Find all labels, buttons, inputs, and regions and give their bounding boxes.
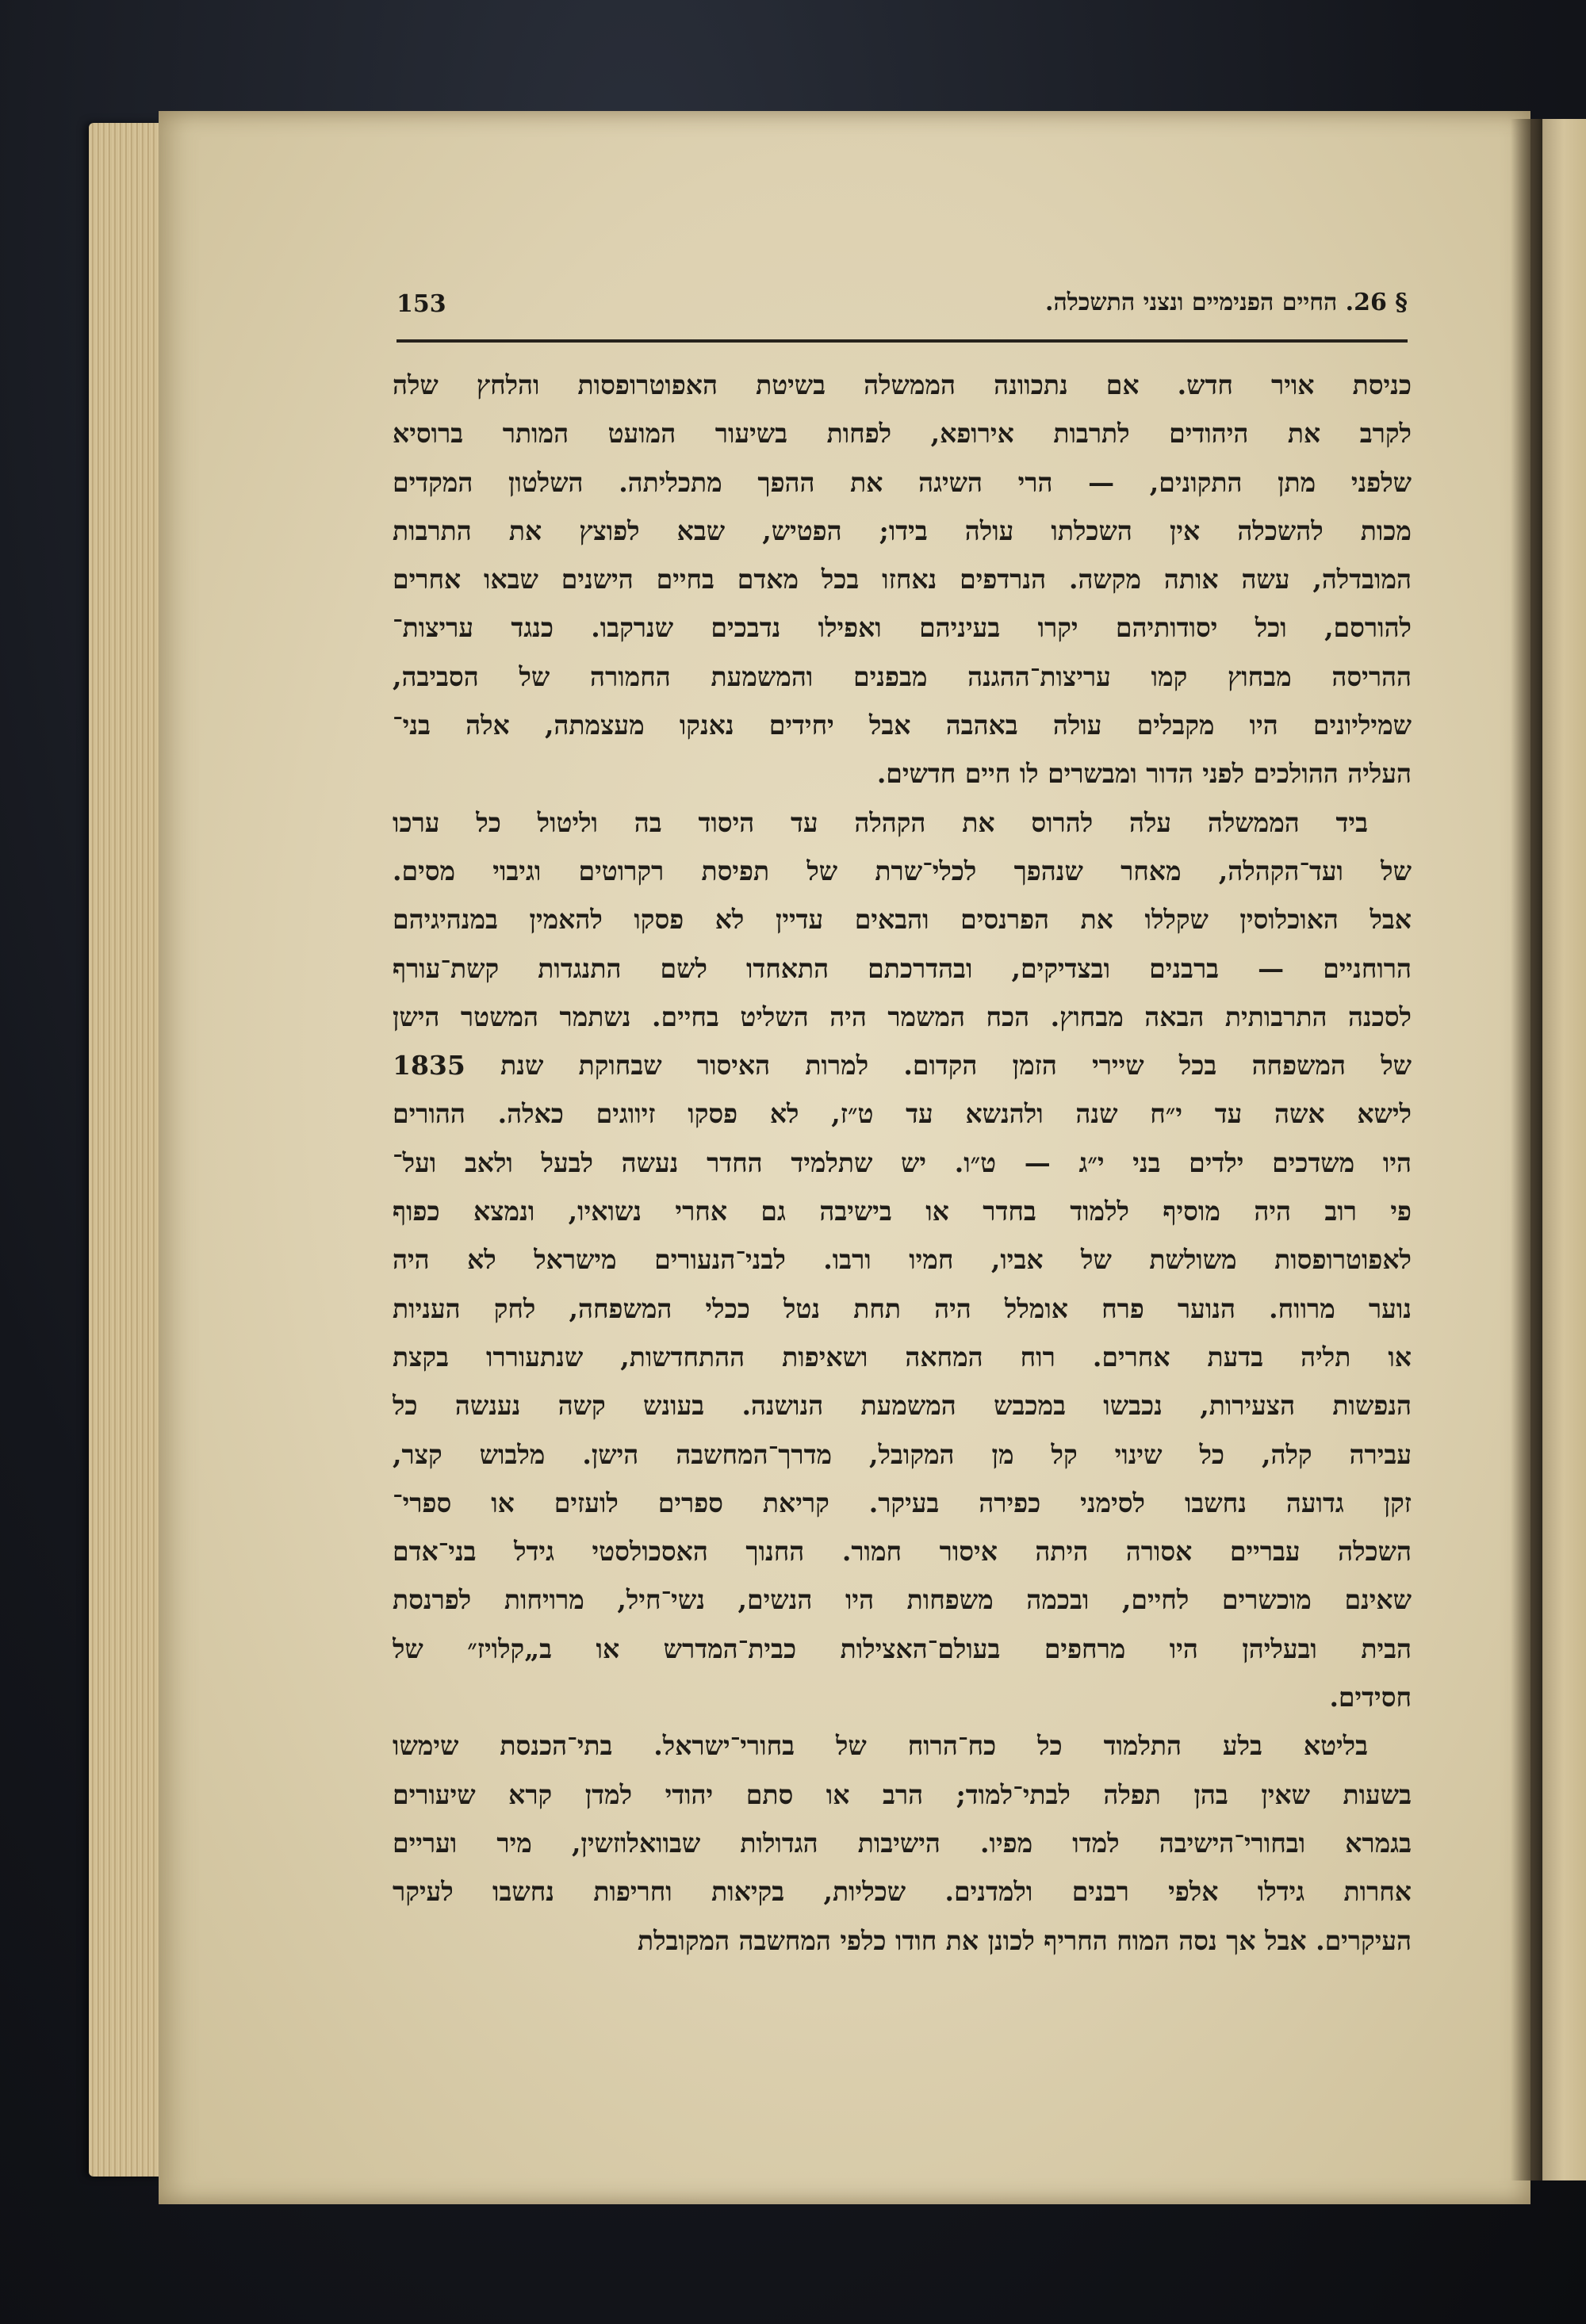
text-line: חסידים. bbox=[1329, 1682, 1412, 1713]
text-line: של המשפחה בכל שיירי הזמן הקדום. למרות האיסור שבחוקת שנת 1835 bbox=[393, 1050, 1412, 1082]
text-line: אחרות גידלו אלפי רבנים ולמדנים. שכליות, בקיאות וחריפות נחשבו לעיקר bbox=[393, 1876, 1412, 1908]
paragraph bbox=[393, 798, 1412, 1722]
text-line: הבית ובעליהן היו מרחפים בעולם־האצילות כבית־המדרש או ב„קלויז״ של bbox=[393, 1633, 1412, 1664]
page-header bbox=[396, 285, 1408, 333]
paragraph bbox=[393, 1721, 1412, 1964]
text-line: המובדלה, עשה אותה מקשה. הנרדפים נאחזו בכל מאדם בחיים הישנים שבאו אחרים bbox=[393, 564, 1412, 595]
text-line: שלפני מתן התקונים, — הרי השיגה את ההפך מתכליתה. השלטון המקדים bbox=[393, 466, 1412, 498]
text-line: לסכנה התרבותית הבאה מבחוץ. הכח המשמר היה השליט בחיים. נשתמר המשטר הישן bbox=[393, 1001, 1412, 1032]
text-line: שאינם מוכשרים לחיים, ובכמה משפחות היו הנשים, נשי־חיל, מרויחות לפרנסת bbox=[393, 1584, 1412, 1616]
text-line: השכלה עבריים אסורה היתה איסור חמור. החנוך האסכולסטי גידל בני־אדם bbox=[393, 1536, 1412, 1568]
header-rule bbox=[396, 339, 1408, 343]
text-line: העליה ההולכים לפני הדור ומבשרים לו חיים חדשים. bbox=[876, 758, 1412, 790]
text-line: ההריסה מבחוץ קמו עריצות־ההגנה מבפנים והמשמעת החמורה של הסביבה, bbox=[393, 660, 1412, 692]
text-line: לקרב את היהודים לתרבות אירופא, לפחות בשיעור המועט המותר ברוסיא bbox=[393, 418, 1412, 450]
text-line: פי רוב היה מוסיף ללמוד בחדר או בישיבה גם אחרי נשואיו, ונמצא כפוף bbox=[393, 1196, 1412, 1227]
text-line: או תליה בדעת אחרים. רוח המחאה ושאיפות ההתחדשות, שנתעוררו בקצת bbox=[393, 1341, 1412, 1373]
text-line: נוער מרווח. הנוער פרח אומלל היה תחת נטל ככלי המשפחה, לחק העניות bbox=[393, 1292, 1412, 1324]
text-line: ביד הממשלה עלה להרוס את הקהלה עד היסוד בה וליטול כל ערכו bbox=[393, 806, 1368, 838]
text-line: זקן גדועה נחשבו לסימני כפירה בעיקר. קריאת ספרים לועזים או ספרי־ bbox=[393, 1487, 1412, 1518]
running-head: § 26. החיים הפנימיים ונצני התשכלה. bbox=[1045, 289, 1408, 316]
text-line: אבל האוכלוסין שקללו את הפרנסים והבאים עדיין לא פסקו להאמין במנהיגיהם bbox=[393, 904, 1412, 936]
body-text bbox=[393, 361, 1412, 1965]
page-number: 153 bbox=[396, 290, 446, 318]
text-line: שמיליונים היו מקבלים עולה באהבה אבל יחידים נאנקו מעצמתה, אלה בני־ bbox=[393, 710, 1412, 741]
text-line: הרוחניים — ברבנים ובצדיקים, ובהדרכתם התאחדו לשם התנגדות קשת־עורף bbox=[393, 952, 1412, 984]
text-line: הנפשות הצעירות, נכבשו במכבש המשמעת הנושנה. בעונש קשה נענשה כל bbox=[393, 1390, 1412, 1422]
page-gutter bbox=[1511, 119, 1542, 2180]
text-line: היו משדכים ילדים בני י״ג — ט״ו. יש שתלמיד החדר נעשה לבעל ולאב ועל־ bbox=[393, 1147, 1412, 1178]
text-line: כניסת אויר חדש. אם נתכוונה הממשלה בשיטת האפוטרופסות והלחץ שלה bbox=[393, 369, 1412, 400]
text-line: עבירה קלה, כל שינוי קל מן המקובל, מדרך־המחשבה הישן. מלבוש קצר, bbox=[393, 1438, 1412, 1470]
text-line: העיקרים. אבל אך נסה המוח החריף לכונן את חודו כלפי המחשבה המקובלת bbox=[637, 1924, 1412, 1956]
text-line: לישא אשה עד י״ח שנה ולהנשא עד ט״ז, לא פסקו זיווגים כאלה. ההורים bbox=[393, 1098, 1412, 1130]
text-line: מכות להשכלה אין השכלתו עולה בידו; הפטיש, שבא לפוצץ את התרבות bbox=[393, 515, 1412, 546]
page-edges bbox=[89, 123, 164, 2177]
text-line: לאפוטרופסות משולשת של אביו, חמיו ורבו. לבני־הנעורים מישראל לא היה bbox=[393, 1244, 1412, 1276]
text-line: בליטא בלע התלמוד כל כח־הרוח של בחורי־ישראל. בתי־הכנסת שימשו bbox=[393, 1730, 1368, 1762]
text-line: בשעות שאין בהן תפלה לבתי־למוד; הרב או סתם יהודי למדן קרא שיעורים bbox=[393, 1778, 1412, 1810]
paragraph bbox=[393, 361, 1412, 798]
text-line: להורסם, וכל יסודותיהם יקרו בעיניהם ואפילו נדבכים שנרקבו. כנגד עריצות־ bbox=[393, 612, 1412, 644]
text-line: בגמרא ובחורי־הישיבה למדו מפיו. הישיבות הגדולות שבוואלוזשין, מיר ועריים bbox=[393, 1827, 1412, 1859]
text-line: של ועד־הקהלה, מאחר שנהפך לכלי־שרת של תפיסת רקרוטים וגיבוי מסים. bbox=[393, 855, 1412, 886]
